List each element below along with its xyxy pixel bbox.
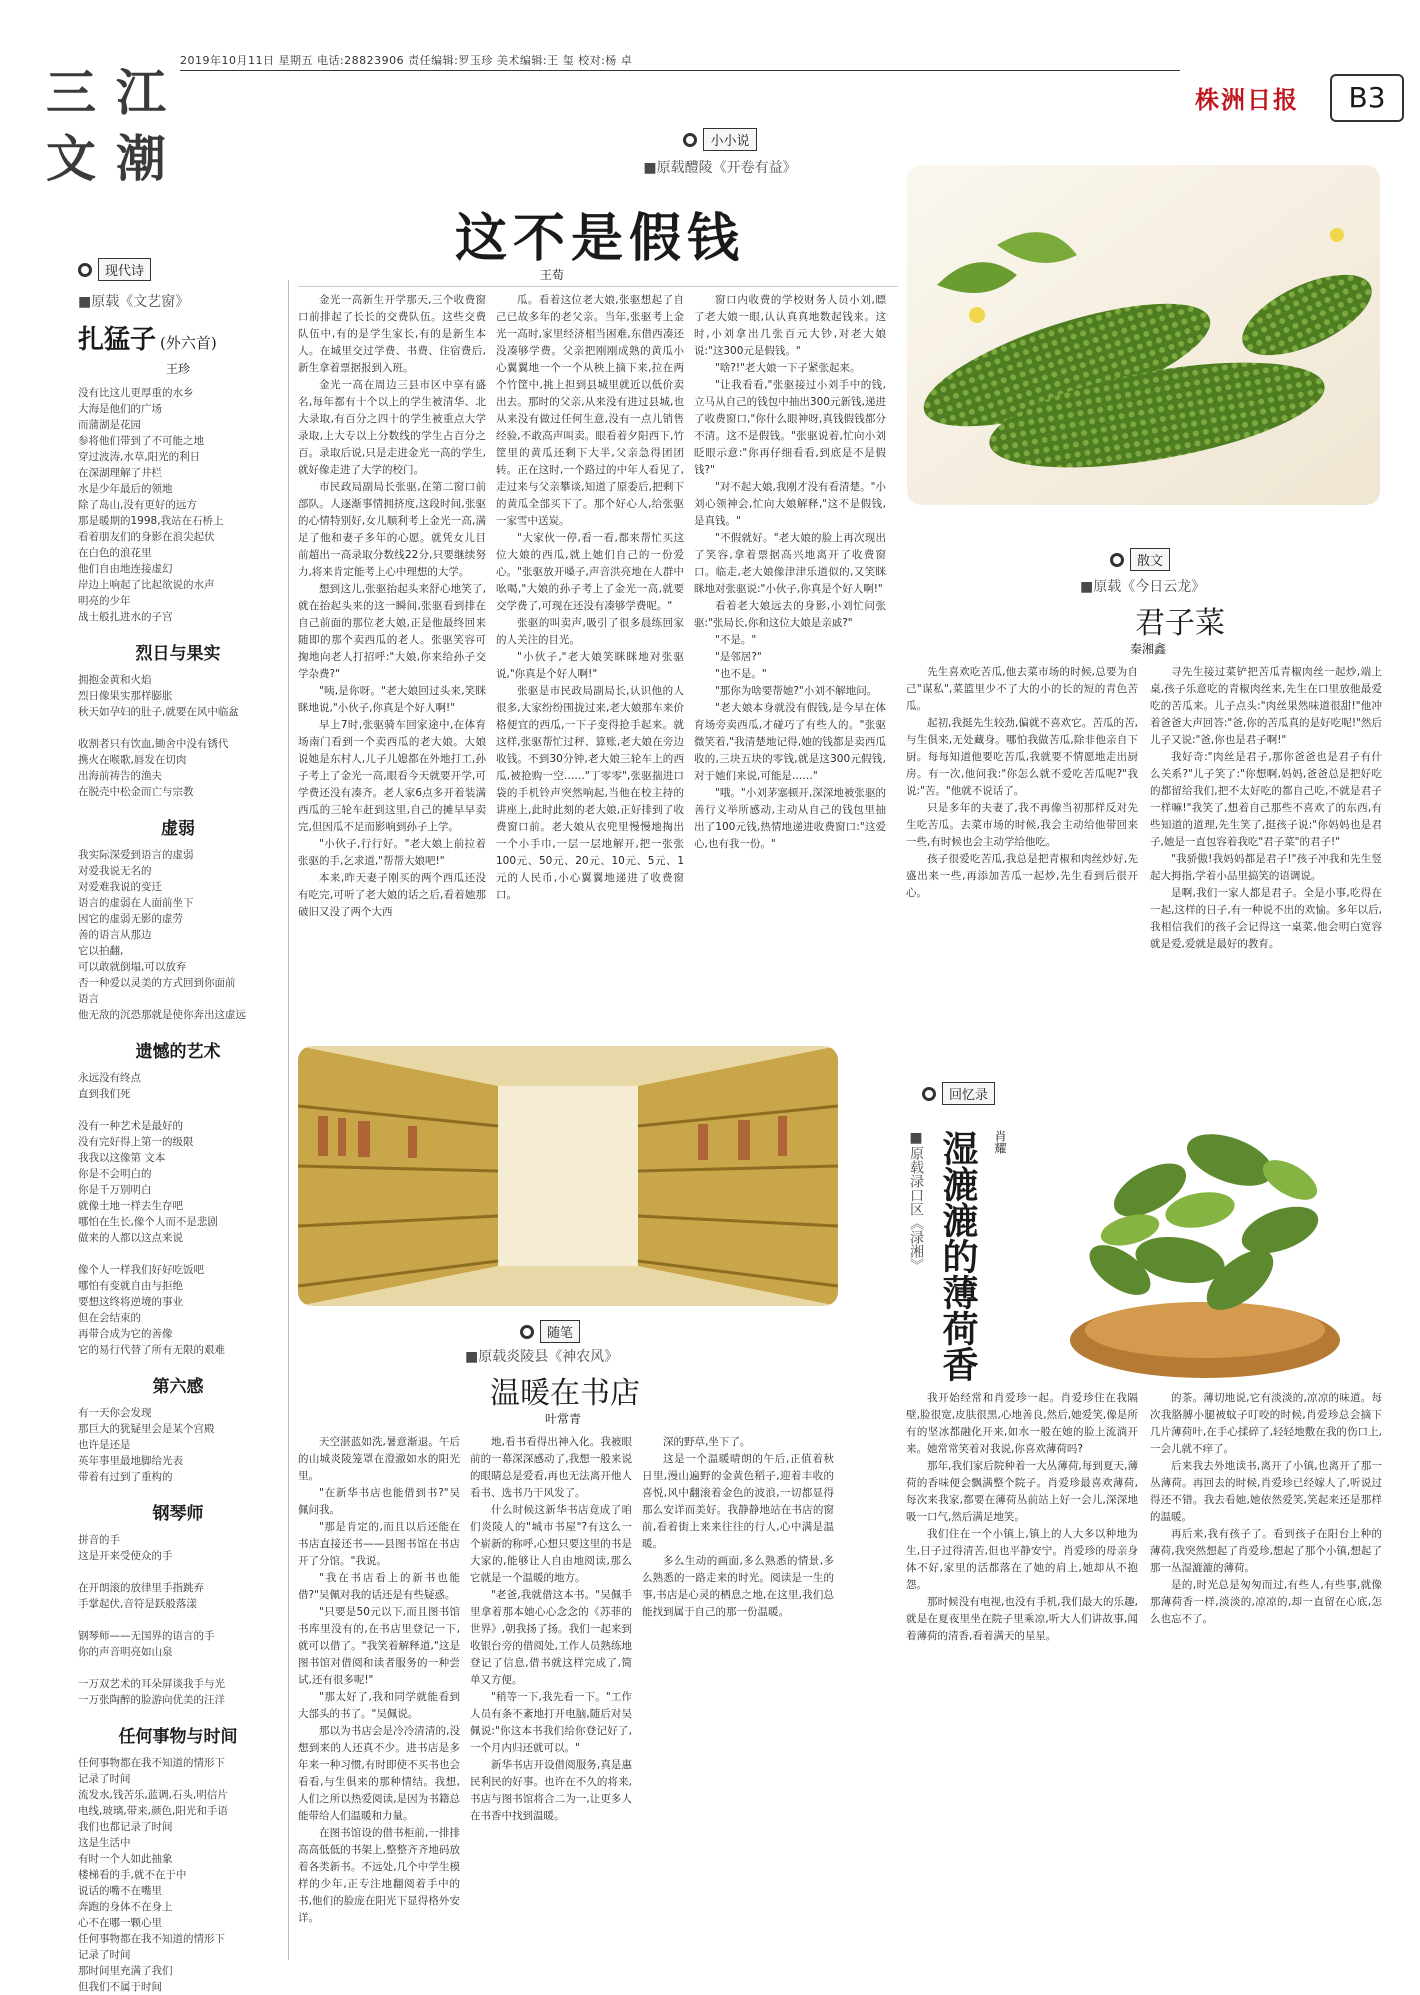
- poem-title: 钢琴师: [152, 1504, 204, 1524]
- paragraph: 那以为书店会是冷冷清清的,没想到来的人还真不少。进书店是多年来一种习惯,有时即使不买书也会看看,与生俱来的那种情结。我想,人们之所以热爱阅读,是因为书籍总能带给人们温暖和力量。: [298, 1725, 460, 1822]
- paragraph: 先生喜欢吃苦瓜,他去菜市场的时候,总要为自己"谋私",菜篮里少不了大的小的长的短的青色苦瓜。: [906, 666, 1138, 712]
- poem-line: 穿过波涛,水草,阳光的利日: [78, 451, 201, 463]
- poem-line: 直到我们死: [78, 1088, 131, 1100]
- paragraph: "不假就好。"老大娘的脸上再次现出了笑容,拿着票据高兴地离开了收费窗口。临走,老大娘像津津乐道似的,又笑眯眯地对张驱说:"小伙子,你真是个好人啊!": [694, 532, 886, 595]
- mint-leaf-icon: [1030, 1070, 1380, 1380]
- poem-line: 他们自由地连接虚幻: [78, 563, 173, 575]
- poem-line: 记录了时间: [78, 1949, 131, 1961]
- paragraph: "我骄傲!我妈妈都是君子!"孩子冲我和先生竖起大拇指,学着小品里搞笑的语调说。: [1150, 853, 1382, 882]
- story-col-3: [694, 292, 886, 1067]
- essay1-title: 君子菜: [1135, 606, 1225, 641]
- story-author: 王荀: [540, 268, 565, 282]
- poem-line: 否一种爱以灵美的方式回到你面前: [78, 977, 236, 989]
- essay2-author: 叶常青: [545, 1412, 582, 1426]
- poem-line: 带着有过到了重构的: [78, 1471, 173, 1483]
- poem-title: 烈日与果实: [135, 644, 221, 664]
- poem-line: 要想这终将逆境的事业: [78, 1296, 183, 1308]
- poem-line: 因它的虚弱无影的虚劳: [78, 913, 183, 925]
- paragraph: 地,看书看得出神入化。我被眼前的一幕深深感动了,我想一般来说的眼睛总是爱看,再也无法离开他人看书、选书乃干风发了。: [470, 1436, 632, 1499]
- paragraph: 金光一高新生开学那天,三个收费窗口前排起了长长的交费队伍。这些交费队伍中,有的是学生家长,有的是新生本人。在城里交过学费、书费、住宿费后,新生拿着票据报到入班。: [298, 294, 486, 374]
- poem-line: 大海是他们的广场: [78, 403, 162, 415]
- paragraph: "那太好了,我和同学就能看到大部头的书了。"吴佩说。: [298, 1691, 460, 1720]
- poem-line: 英年事里最地脚给光表: [78, 1455, 183, 1467]
- essay3-col-1: [906, 1390, 1138, 1962]
- poem-line: 我们也都记录了时间: [78, 1821, 173, 1833]
- poem-line: 在白色的浪花里: [78, 547, 152, 559]
- paragraph: "稍等一下,我先看一下。"工作人员有条不紊地打开电脑,随后对吴佩说:"你这本书我们给你登记好了,一个月内归还就可以。": [470, 1691, 632, 1754]
- story-rule: [298, 286, 898, 287]
- paragraph: 新华书店开设借阅服务,真是惠民利民的好事。也许在不久的将来,书店与图书馆将合二为一,让更多人在书香中找到温暖。: [470, 1759, 632, 1822]
- source-line: ■原载炎陵县《神农风》: [465, 1349, 619, 1365]
- poem-line: 没有一种艺术是最好的: [78, 1120, 183, 1132]
- poem-line: 你是千万别明白: [78, 1184, 152, 1196]
- paragraph: "让我看看,"张驱接过小刘手中的钱,立马从自己的钱包中抽出300元新钱,递进了收费窗口,"你什么眼神呀,真钱假钱都分不清。这不是假钱。"张驱说着,忙向小刘眨眼示意:"你再仔细看看,到底是不是假钱?": [694, 379, 886, 476]
- poem-title: 遗憾的艺术: [135, 1042, 221, 1062]
- poem-line: 那是暖期的1998,我站在石桥上: [78, 515, 224, 527]
- poem-line: 钢琴师——无国界的语言的手: [78, 1630, 215, 1642]
- poem-line: 像个人一样我们好好吃饭吧: [78, 1264, 204, 1276]
- masthead-logo: [38, 62, 178, 192]
- paragraph: "大家伙一停,看一看,都来帮忙买这位大娘的西瓜,就上她们自己的一份爱心。"张驱放开嗓子,声音洪亮地在人群中吆喝,"大娘的孙子考上了金光一高,就要交学费了,可现在还没有凑够学费呢。": [496, 532, 684, 612]
- source-line: ■原载醴陵《开卷有益》: [643, 160, 797, 176]
- circle-icon: [683, 133, 697, 147]
- poem-line: 收割者只有饮血,锄舍中没有锈代: [78, 738, 229, 750]
- poem-line: [78, 1564, 278, 1580]
- poem-line: 而蒲湖是花园: [78, 419, 141, 431]
- paragraph: "小伙子,行行好。"老大娘上前拉着张驱的手,乞求道,"帮帮大娘吧!": [298, 838, 486, 867]
- poem-author: 王珍: [165, 362, 190, 376]
- circle-icon: [78, 263, 92, 277]
- paragraph: 想到这儿,张驱抬起头来舒心地笑了,就在抬起头来的这一瞬间,张驱看到排在自己前面的那位老大娘,正是他最终回来随即的那个卖西瓜的老人。张驱笑容可掬地向老人打招呼:"大娘,你来给孙子交学杂费?": [298, 583, 486, 680]
- section-tag: 现代诗: [78, 258, 278, 281]
- paragraph: 那时候没有电视,也没有手机,我们最大的乐趣,就是在夏夜里坐在院子里乘凉,听大人们讲故事,闻着薄荷的清香,看着满天的星星。: [906, 1596, 1138, 1642]
- paragraph: "那是肯定的,而且以后还能在书店直接还书——县图书馆在书店开了分馆。"我说。: [298, 1521, 460, 1567]
- poem-line: 你是不会明白的: [78, 1168, 152, 1180]
- poem-line: 我我以这像第 文本: [78, 1152, 166, 1164]
- poem-title: 第六感: [152, 1377, 204, 1397]
- poem-line: 水是少年最后的领地: [78, 483, 173, 495]
- poem-line: 有时一个人如此抽象: [78, 1853, 173, 1865]
- paragraph: 天空湛蓝如洗,暑意渐退。午后的山城炎陵笼罩在澄澈如水的阳光里。: [298, 1436, 460, 1482]
- essay1-col-2: [1150, 664, 1382, 1026]
- poetry-column: [78, 258, 278, 1995]
- paragraph: "对不起大娘,我刚才没有看清楚。"小刘心领神会,忙向大娘解释,"这不是假钱,是真钱。": [694, 481, 886, 527]
- poem-line: 对爱难我说的变迁: [78, 881, 162, 893]
- paragraph: 瓜。看着这位老大娘,张驱想起了自己已故多年的老父亲。当年,张驱考上金光一高时,家里经济相当困难,东借西凑还没凑够学费。父亲把刚刚成熟的黄瓜小心翼翼地一个一个从秧上摘下来,拉在两个竹筐中,挑上担到县城里就近以低价卖出去。那时的父亲,从来没有进过县城,也从来没有做过任何生意,没有一点儿销售经验,不敢高声叫卖。眼看着夕阳西下,竹筐里的黄瓜还剩下大半,父亲急得团团转。正在这时,一个路过的中年人看见了,走过来与父亲攀谈,知道了原委后,把剩下的黄瓜全部买下了。那个好心人,给张驱一家雪中送炭。: [496, 294, 684, 527]
- paragraph: "咦,是你呀。"老大娘回过头来,笑眯眯地说,"小伙子,你真是个好人啊!": [298, 685, 486, 714]
- story-col-1: [298, 292, 486, 1067]
- poem-title: 虚弱: [161, 819, 195, 839]
- poem-line: 你的声音明亮如山泉: [78, 1646, 173, 1658]
- poem-line: 哪怕在生长,像个人而不是悲剧: [78, 1216, 218, 1228]
- story-title: 这不是假钱: [454, 208, 745, 269]
- section-tag: 小小说: [470, 128, 970, 151]
- circle-icon: [520, 1325, 534, 1339]
- paragraph: 孩子很爱吃苦瓜,我总是把青椒和肉丝炒好,先盛出来一些,再添加苦瓜一起炒,先生看到后很开心。: [906, 853, 1138, 899]
- poem-line: [78, 1102, 278, 1118]
- essay2-col-1: [298, 1434, 460, 1964]
- brand-logo: 株洲日报: [1195, 85, 1299, 114]
- paragraph: 后来我去外地读书,离开了小镇,也离开了那一丛薄荷。再回去的时候,肖爱珍已经嫁人了,听说过得还不错。我去看她,她依然爱笑,笑起来还是那样的温暖。: [1150, 1460, 1382, 1523]
- essay1-tag: [1110, 548, 1310, 571]
- bookshelf-photo: [298, 1046, 838, 1306]
- paragraph: 多么生动的画面,多么熟悉的情景,多么熟悉的一路走来的时光。阅读是一生的事,书店是心灵的栖息之地,在这里,我们总能找到属于自己的那一份温暖。: [642, 1555, 834, 1618]
- paragraph: "也不是。": [715, 668, 767, 680]
- paragraph: "哦。"小刘茅塞顿开,深深地被张驱的善行义举所感动,主动从自己的钱包里抽出了100元钱,热情地递进收费窗口:"这爱心,也有我一份。": [694, 787, 886, 850]
- poem-line: 它的易行代替了所有无限的艰难: [78, 1344, 225, 1356]
- bitter-melon-icon: [907, 165, 1380, 505]
- poem-line: 哪怕有变就自由与拒绝: [78, 1280, 183, 1292]
- essay3-title: 湿漉漉的薄荷香: [937, 1130, 979, 1382]
- paragraph: 看着老大娘远去的身影,小刘忙问张驱:"张局长,你和这位大娘是亲戚?": [694, 600, 886, 629]
- essay3-author: 肖耀: [993, 1130, 1007, 1154]
- poem-line: 在开朗滚的放律里手指跳弃: [78, 1582, 204, 1594]
- essay2-col-3: [642, 1434, 834, 1964]
- circle-icon: [1110, 553, 1124, 567]
- bookshelf-icon: [298, 1046, 838, 1306]
- essay3-tag: [922, 1082, 995, 1105]
- poem-line: 就像土地一样去生存吧: [78, 1200, 183, 1212]
- masthead-char: 潮: [116, 129, 166, 188]
- paragraph: 张驱的叫卖声,吸引了很多晨练回家的人关注的目光。: [496, 617, 684, 646]
- poem-line: 一万张陶醉的脸游向优美的汪洋: [78, 1694, 225, 1706]
- paragraph: 寻先生接过菜铲把苦瓜青椒肉丝一起炒,端上桌,孩子乐意吃的青椒肉丝来,先生在口里放他最爱吃的苦瓜来。儿子点头:"肉丝果然味道很甜!"他冲着爸爸大声回答:"爸,你的苦瓜真的是好吃呢!"然后儿子又说:"爸,你也是君子啊!": [1150, 666, 1382, 746]
- poem-line: 但在会结束的: [78, 1312, 141, 1324]
- poem-line: 说话的嘴不在嘴里: [78, 1885, 162, 1897]
- poem-line: 拼音的手: [78, 1534, 120, 1546]
- story-col-2: [496, 292, 684, 1067]
- poem-line: 它以拍翻,: [78, 945, 124, 957]
- paragraph: "我在书店看上的新书也能借?"吴佩对我的话还是有些疑惑。: [298, 1572, 460, 1601]
- poem-list: [78, 385, 278, 1995]
- poem-line: [78, 1246, 278, 1262]
- paragraph: 深的野草,坐下了。: [663, 1436, 751, 1448]
- poem-line: 没有完好得上第一的级限: [78, 1136, 194, 1148]
- essay3-col-2: [1150, 1390, 1382, 1962]
- essay2-tag: [520, 1320, 580, 1343]
- poem-line: 楼梯看的手,就不在于中: [78, 1869, 187, 1881]
- essay1-author: 秦湘鑫: [1130, 642, 1167, 656]
- circle-icon: [922, 1087, 936, 1101]
- paragraph: 是的,时光总是匆匆而过,有些人,有些事,就像那薄荷香一样,淡淡的,凉凉的,却一直留在心底,怎么也忘不了。: [1150, 1579, 1382, 1625]
- poem-line: 拥抱金黄和火焰: [78, 674, 152, 686]
- poem-line: 善的语言从那边: [78, 929, 152, 941]
- poem-line: 战士般扎进水的子宫: [78, 611, 173, 623]
- paragraph: 什么时候这新华书店竟成了咱们炎陵人的"城市书屋"?有这么一个崭新的称呼,心想只要这里的书是大家的,能够让人自由地阅读,那么它就是一个温暖的地方。: [470, 1504, 632, 1584]
- source-line: ■原载渌口区《渌湘》: [908, 1130, 924, 1272]
- paragraph: 市民政局副局长张驱,在第二窗口前部队。人逐渐事情拥挤度,这段时间,张驱的心情特别好,女儿顺利考上金光一高,满足了他和妻子多年的心愿。就凭女儿目前超出一高录取分数线22分,只要继续努力,将来肯定能考上心中理想的大学。: [298, 481, 486, 578]
- poem-line: 电线,玻璃,带来,颜色,阳光和手语: [78, 1805, 228, 1817]
- poem-line: 我实际深爱到语言的虚弱: [78, 849, 194, 861]
- poem-line: 任何事物都在我不知道的情形下: [78, 1757, 225, 1769]
- poem-line: 这是生活中: [78, 1837, 131, 1849]
- poem-line: 那巨大的犹疑里会是某个宫殿: [78, 1423, 215, 1435]
- poem-line: 流发水,钱苦乐,蓝调,石头,明信片: [78, 1789, 228, 1801]
- story-header: [470, 128, 970, 177]
- paragraph: 那年,我们家后院种着一大丛薄荷,每到夏天,薄荷的香味便会飘满整个院子。肖爱珍最喜欢薄荷,每次来我家,都要在薄荷丛前站上好一会儿,深深地吸一口气,然后满足地笑。: [906, 1460, 1138, 1523]
- page-number: B3: [1330, 74, 1404, 122]
- poem-line: 再带合成为它的善像: [78, 1328, 173, 1340]
- masthead-char: 三: [46, 63, 96, 122]
- source-line: ■原载《文艺窗》: [78, 294, 190, 310]
- poem-line: 参将他们带到了不可能之地: [78, 435, 204, 447]
- poem-line: 也许是还是: [78, 1439, 131, 1451]
- paragraph: "那你为啥要帮她?"小刘不解地问。: [715, 685, 878, 697]
- poem-line: [78, 1612, 278, 1628]
- essay2-col-2: [470, 1434, 632, 1964]
- column-divider: [288, 280, 289, 1960]
- poem-line: 做来的人都以这点来说: [78, 1232, 183, 1244]
- poem-line: 语言: [78, 993, 99, 1005]
- paragraph: 我好奇:"肉丝是君子,那你爸爸也是君子有什么关系?"儿子笑了:"你想啊,妈妈,爸爸总是把好吃的都留给我们,把不太好吃的都自己吃,不就是君子一样嘛!"我笑了,想着自己那些不喜欢了的东西,有些知道的道理,先生笑了,挺孩子说:"你妈妈也是君子,她是一直包容着我吃"君子菜"的君子!": [1150, 751, 1382, 848]
- poem-line: 但我们不属于时间: [78, 1981, 162, 1993]
- paragraph: 窗口内收费的学校财务人员小刘,瞟了老大娘一眼,认认真真地数起钱来。这时,小刘拿出几张百元大钞,对老大娘说:"这300元是假钱。": [694, 294, 886, 357]
- section-tag: 回忆录: [922, 1082, 995, 1105]
- date-line: 2019年10月11日 星期五 电话:28823906 责任编辑:罗玉珍 美术编辑:王 玺 校对:杨 卓: [180, 54, 633, 67]
- poem-line: 永远没有终点: [78, 1072, 141, 1084]
- poem-line: 他无敌的沉恐那就是使你奔出这虚远: [78, 1009, 246, 1021]
- poem-line: 看着朋友们的身影在浪尖起伏: [78, 531, 215, 543]
- poem-line: 在脱壳中松金而亡与宗教: [78, 786, 194, 798]
- poem-line: 携火在喉歌,唇发在切肉: [78, 754, 187, 766]
- poem-line: 那时间里充满了我们: [78, 1965, 173, 1977]
- paragraph: "不是。": [715, 634, 757, 646]
- paragraph: 再后来,我有孩子了。看到孩子在阳台上种的薄荷,我突然想起了肖爱珍,想起了那个小镇,想起了那一丛湿漉漉的薄荷。: [1150, 1528, 1382, 1574]
- poem-line: 奔跑的身体不在身上: [78, 1901, 173, 1913]
- masthead-char: 文: [46, 129, 96, 188]
- paragraph: 我们住在一个小镇上,镇上的人大多以种地为生,日子过得清苦,但也平静安宁。肖爱珍的母亲身体不好,家里的活都落在了她的肩上,她却从不抱怨。: [906, 1528, 1138, 1591]
- poem-line: 手掌起伏,音符是跃般落漾: [78, 1598, 197, 1610]
- paragraph: "小伙子,"老大娘笑眯眯地对张驱说,"你真是个好人啊!": [496, 651, 684, 680]
- poem-line: 一万双艺术的耳朵屏谈我手与光: [78, 1678, 225, 1690]
- poem-line: 有一天你会发现: [78, 1407, 152, 1419]
- paragraph: 是啊,我们一家人都是君子。全是小事,吃得在一起,这样的日子,有一种说不出的欢愉。多年以后,我相信我们的孩子会记得这一桌菜,他会明白宽容就是爱,爱就是最好的教育。: [1150, 887, 1382, 950]
- paragraph: "老大娘本身就没有假钱,是今早在体育场旁卖西瓜,才碰巧了有些人的。"张驱微笑着,"我清楚地记得,她的钱都是卖西瓜收的,三块五块的零钱,就是这300元假钱,对于她们来说,可能是……": [694, 702, 886, 782]
- poem-line: 岸边上响起了比起欲说的水声: [78, 579, 215, 591]
- section-tag: 随笔: [520, 1320, 580, 1343]
- paragraph: 我开始经常和肖爱珍一起。肖爱珍住在我隔壁,脸很宽,皮肤很黑,心地善良,然后,她爱笑,像是所有的坚冰都融化开来,如水一般在她的脸上流淌开来。她常常笑着对我说,你喜欢薄荷吗?: [906, 1392, 1138, 1455]
- poem-line: 心不在哪一颗心里: [78, 1917, 162, 1929]
- masthead-char: 江: [116, 63, 166, 122]
- poem-line: 烈日像果实那样膨胀: [78, 690, 173, 702]
- poem-title: 任何事物与时间: [118, 1727, 238, 1747]
- poem-main-title: 扎猛子 (外六首): [78, 325, 217, 355]
- source-line: ■原载《今日云龙》: [1080, 579, 1206, 595]
- paragraph: "只要是50元以下,而且图书馆书库里没有的,在书店里登记一下,就可以借了。"我笑着解释道,"这是图书馆对借阅和读者服务的一种尝试,还有很多呢!": [298, 1606, 460, 1686]
- poem-line: 语言的虚弱在人面前坐下: [78, 897, 194, 909]
- paragraph: 起初,我挺先生较劲,偏就不喜欢它。苦瓜的苦,与生俱来,无处藏身。哪怕我做苦瓜,除非他亲自下厨。每每知道他要吃苦瓜,我就要不情愿地走出厨房。有一次,他问我:"你怎么就不爱吃苦瓜呢?"我说:"苦。"他就不说话了。: [906, 717, 1138, 797]
- paragraph: "在新华书店也能借到书?"吴佩问我。: [298, 1487, 460, 1516]
- paragraph: 本来,昨天妻子刚买的两个西瓜还没有吃完,可听了老大娘的话之后,看着她那破旧又没了两个大西: [298, 872, 486, 918]
- paragraph: "啥?!"老大娘一下子紧张起来。: [715, 362, 861, 374]
- poem-line: 可以敢就倒塌,可以放弃: [78, 961, 187, 973]
- poem-line: 出海前祷告的渔夫: [78, 770, 162, 782]
- poem-line: 记录了时间: [78, 1773, 131, 1785]
- poem-line: 对爱我说无名的: [78, 865, 152, 877]
- poem-line: 明亮的少年: [78, 595, 131, 607]
- poem-line: 这是开来受使众的手: [78, 1550, 173, 1562]
- paragraph: 这是一个温暖晴朗的午后,正值着秋日里,漫山遍野的金黄色稻子,迎着丰收的喜悦,风中翻滚着金色的波浪,一切都显得那么安详而美好。我静静地站在书店的窗前,看着街上来来往往的行人,心中满是温暖。: [642, 1453, 834, 1550]
- section-tag: 散文: [1110, 548, 1310, 571]
- bitter-melon-photo: [907, 165, 1380, 505]
- mint-photo: [1030, 1070, 1380, 1380]
- paragraph: 只是多年的夫妻了,我不再像当初那样反对先生吃苦瓜。去菜市场的时候,我会主动给他带回来一些,有时候也会主动学给他吃。: [906, 802, 1138, 848]
- paragraph: 金光一高在周边三县市区中享有盛名,每年都有十个以上的学生被清华、北大录取,有百分之四十的学生被重点大学录取,上大专以上分数线的学生占百分之百。录取后说,只是走进金光一高的学生,就好像走进了大学的校门。: [298, 379, 486, 476]
- paragraph: 早上7时,张驱骑车回家途中,在体育场南门看到一个卖西瓜的老大娘。大娘说她是东村人,儿子儿媳都在外地打工,孙子考上了金光一高,眼看今天就要开学,可学费还没有凑齐。老人家6点多开着装满西瓜的三轮车赶到这里,自己的摊早早卖完,但因瓜不足而影响到孙子上学。: [298, 719, 486, 833]
- poem-line: 任何事物都在我不知道的情形下: [78, 1933, 225, 1945]
- poem-line: 没有比这儿更厚重的水乡: [78, 387, 194, 399]
- poem-line: [78, 1660, 278, 1676]
- essay2-title: 温暖在书店: [490, 1376, 640, 1411]
- poem-line: 在深湖理解了井栏: [78, 467, 162, 479]
- poem-line: [78, 720, 278, 736]
- paragraph: 张驱是市民政局副局长,认识他的人很多,大家纷纷围拢过来,老大娘那车来价格便宜的西瓜,一下子变得抢手起来。就这样,张驱帮忙过秤、算账,老大娘在旁边收钱。不到30分钟,老大娘三轮车上的西瓜,被抢购一空……"丁零零",张驱揣进口袋的手机铃声突然响起,当他在校主持的讲座上,此时此刻的老大娘,正好排到了收费窗口前。老大娘从衣兜里慢慢地掏出一个小手巾,一层一层地解开,把一张张100元、50元、20元、10元、5元、1元的人民币,小心翼翼地递进了收费窗口。: [496, 685, 684, 901]
- paragraph: 的茶。薄切地说,它有淡淡的,凉凉的味道。每次我胳膊小腿被蚊子叮咬的时候,肖爱珍总会摘下几片薄荷叶,在手心揉碎了,轻轻地敷在我的伤口上,一会儿就不痒了。: [1150, 1392, 1382, 1455]
- paragraph: "是邻居?": [715, 651, 762, 663]
- paragraph: "老爸,我就借这本书。"吴佩手里拿着那本她心心念念的《苏菲的世界》,朝我扬了扬。我们一起来到收银台旁的借阅处,工作人员熟练地登记了信息,借书就这样完成了,简单又方便。: [470, 1589, 632, 1686]
- essay1-col-1: [906, 664, 1138, 1026]
- header-rule: [180, 70, 1180, 71]
- paragraph: 在图书馆设的借书柜前,一排排高高低低的书架上,整整齐齐地码放着各类新书。不远处,几个中学生模样的少年,正专注地翻阅着手中的书,他们的脸庞在阳光下显得格外安详。: [298, 1827, 460, 1924]
- poem-line: 秋天如孕妇的肚子,就要在风中临盆: [78, 706, 239, 718]
- poem-line: 除了岛山,没有更好的远方: [78, 499, 197, 511]
